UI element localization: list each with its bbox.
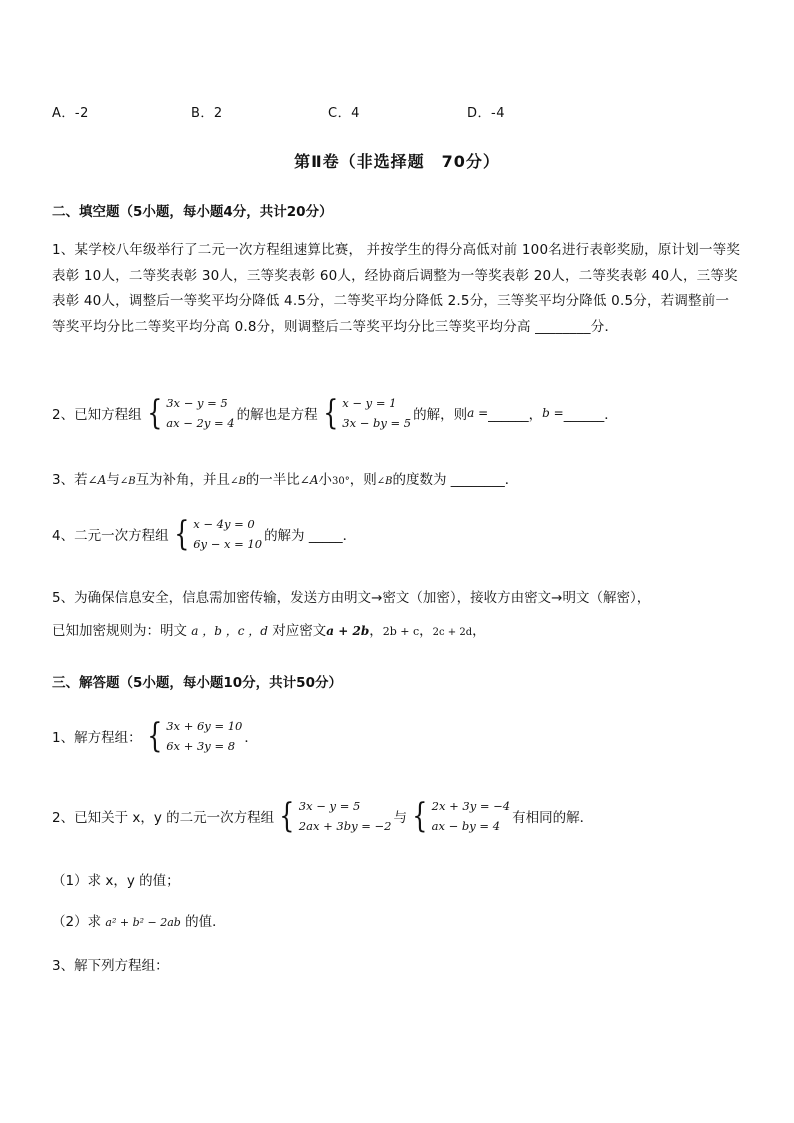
brace-icon: { [146,393,162,433]
q3-text-3: 互为补角，并且 [135,472,231,488]
option-d: D．-4 [467,106,505,121]
q3-text-5: 小 [318,472,333,488]
s3q1-system [144,716,243,756]
brace-icon: { [173,514,189,554]
s3q1-eq1: 3x + 6y = 10 [166,719,243,733]
q2-sys2-eq1: x − y = 1 [342,396,397,410]
q2-sys1-eq1: 3x − y = 5 [166,396,228,410]
fill-question-1: 1、某学校八年级举行了二元一次方程组速算比赛， 并按学生的得分高低对前 100名进行表彰奖励，原计划一等奖表彰 10人，二等奖表彰 30人，三等奖表彰 60人，经协商后调整为一等奖表彰 20人，二等奖表彰 40人，三等奖表彰 40人，调整后一等奖平均分降低 4.5分，二等奖平均分降低 2.5分，三等奖平均分降低 0.5分，若调整前一等奖平均分比二等奖平均分高 0.8分，则调整后二等奖平均分比三等奖平均分高 ________分． [52,242,741,335]
s3q2-prefix: 2、已知关于 x，y 的二元一次方程组 [52,810,275,826]
q3-text-2: 与 [106,472,120,488]
s3q2-sys2-eq1: 2x + 3y = −4 [431,799,511,813]
option-b: B．2 [191,106,223,121]
q3-degree: 30° [332,476,350,487]
q4-eq1: x − 4y = 0 [193,517,255,531]
q2-mid: 的解也是方程 [236,407,318,423]
s3q2-sub2-prefix: （2）求 [52,914,102,930]
q2-sys2-eq2: 3x − by = 5 [342,416,412,430]
fill-question-4 [52,514,356,554]
q5-end: ， [472,623,486,639]
s3q2-sub2-expr: a² + b² − 2ab [105,916,181,929]
q5-cipher-1: a + 2b [326,624,370,638]
q2-blank-a: ______， [488,407,543,423]
s3q2-sub-2 [52,910,226,930]
s3q2-sys1-eq1: 3x − y = 5 [298,799,361,813]
fill-question-3 [52,468,518,488]
s3q2-sys2-eq2: ax − by = 4 [431,819,501,833]
q4-system [171,514,262,554]
q4-eq2: 6y − x = 10 [193,537,263,551]
q2-a-label: a = [467,406,489,420]
q2-prefix: 2、已知方程组 [52,407,142,423]
solve-question-3: 3、解下列方程组： [52,958,169,974]
section3-heading: 三、解答题（5小题，每小题10分，共计50分） [52,675,342,691]
brace-icon: { [412,796,428,836]
s3q2-sys1-eq2: 2ax + 3by = −2 [298,819,392,833]
option-a: A．-2 [52,106,89,121]
q4-prefix: 4、二元一次方程组 [52,528,169,544]
s3q1-prefix: 1、解方程组： [52,730,142,746]
q3-text-1: 3、若 [52,472,88,488]
solve-question-2 [52,796,593,836]
q5-text-2: 对应密文 [272,623,327,639]
section2-heading: 二、填空题（5小题，每小题4分，共计20分） [52,204,333,220]
option-c: C．4 [328,106,360,121]
s3q2-suffix: 有相同的解． [512,810,594,826]
q2-sys1-eq2: ax − 2y = 4 [166,416,235,430]
brace-icon: { [279,796,295,836]
q2-b-label: b = [542,406,564,420]
q2-system-2 [320,393,412,433]
q3-angle-b-2: ∠B [230,476,246,487]
fill-question-5-line-1: 5、为确保信息安全，信息需加密传输，发送方由明文→密文（加密），接收方由密文→明文（解密）， [52,590,651,606]
solve-question-1 [52,716,258,756]
q2-suffix: 的解，则 [413,407,468,423]
s3q2-system-1 [276,796,391,836]
q3-text-6: ，则 [349,472,377,488]
q4-suffix: 的解为 _____． [264,528,357,544]
q3-angle-a: ∠A [87,473,107,487]
q5-text-1: 已知加密规则为：明文 [52,623,187,639]
q2-blank-b: ______． [563,407,618,423]
fill-question-2 [52,393,618,433]
brace-icon: { [322,393,339,433]
fill-question-5-line-2 [52,619,486,639]
q3-angle-b-3: ∠B [376,476,393,487]
q5-cipher-2: 2b + c [382,625,420,638]
q5-sep-1: ， [369,623,383,639]
q5-cipher-3: 2c + 2d [432,627,473,638]
q3-angle-b: ∠B [119,476,136,487]
s3q1-suffix: ． [244,730,258,746]
s3q2-sub-1: （1）求 x，y 的值； [52,873,180,889]
q3-angle-a-2: ∠A [299,473,319,487]
q5-plaintext-vars: a ，b ，c ，d [191,624,268,638]
s3q1-eq2: 6x + 3y = 8 [166,739,236,753]
q3-text-4: 的一半比 [245,472,300,488]
s3q2-system-2 [409,796,510,836]
part2-title: 第Ⅱ卷（非选择题 70分） [294,152,500,171]
s3q2-sub2-suffix: 的值． [185,914,226,930]
q5-sep-2: ， [419,623,433,639]
q2-system-1 [144,393,235,433]
s3q2-mid: 与 [393,810,407,826]
q3-text-7: 的度数为 ________． [392,472,519,488]
brace-icon: { [146,716,162,756]
